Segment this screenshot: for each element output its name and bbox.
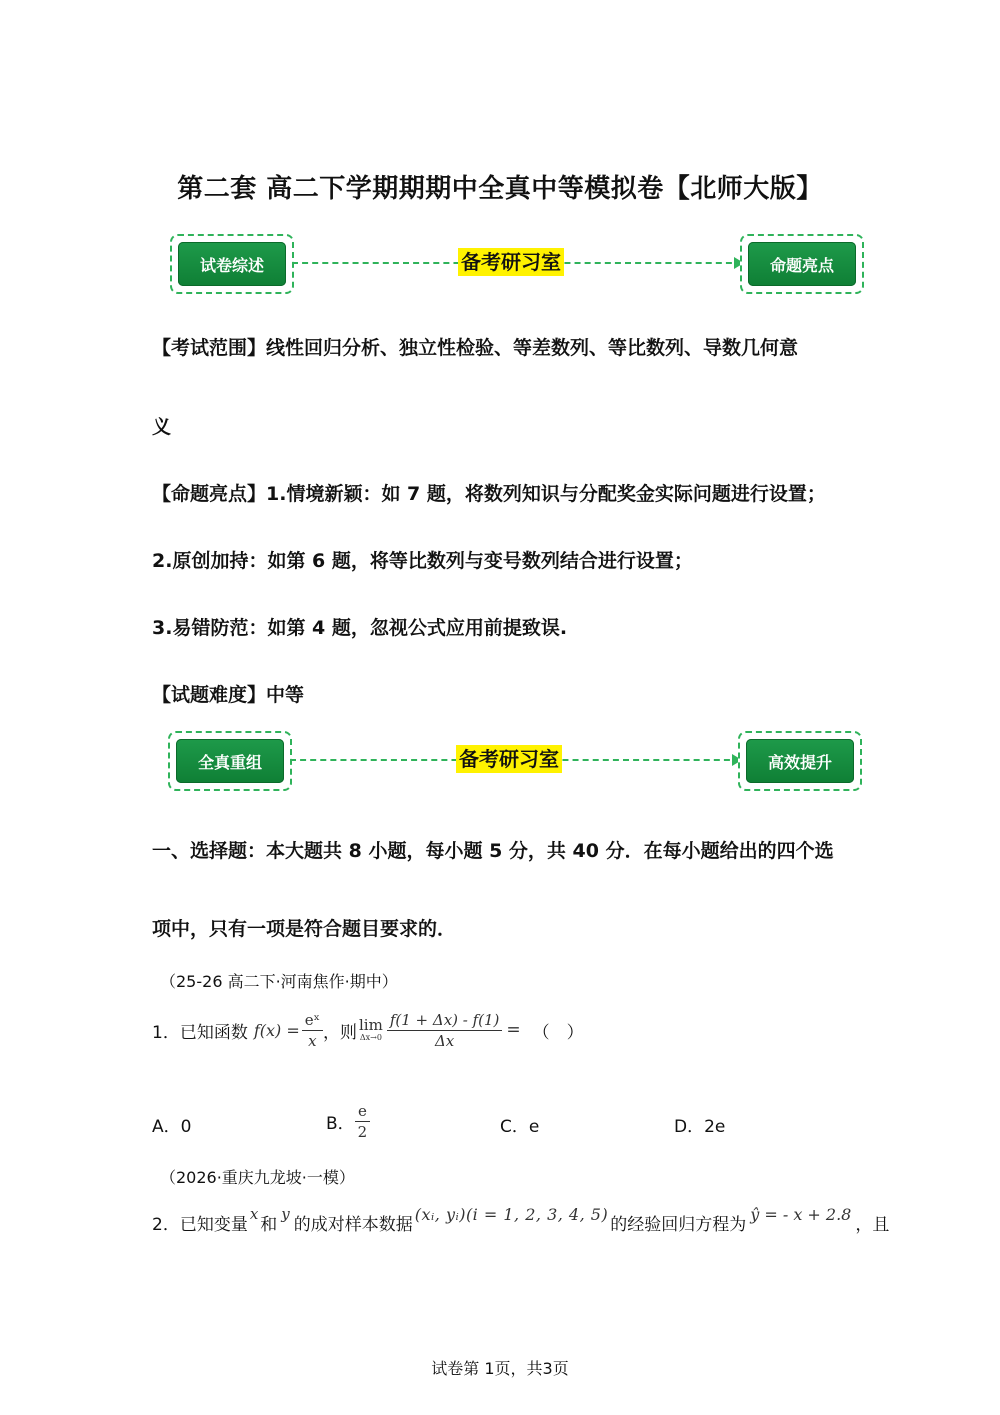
option-a: A．0 [152,1117,192,1137]
q1-limit [359,1017,383,1043]
q1-function-lhs: f(x) = [253,1020,300,1040]
q2-end: ，且 [855,1214,890,1235]
highlight-1: 【命题亮点】1.情境新颖：如 7 题，将数列知识与分配奖金实际问题进行设置； [152,483,826,505]
q2-mid: 的成对样本数据 [293,1214,413,1235]
exam-scope-line2: 义 [152,416,172,438]
q2-prefix: 2．已知变量 [152,1214,248,1235]
banner-compose [168,731,860,791]
q1-function-denominator: x [308,1031,317,1050]
q1-limit-denominator: Δx [434,1031,455,1050]
banner-right-label: 高效提升 [746,739,854,783]
highlight-2: 2.原创加持：如第 6 题，将等比数列与变号数列结合进行设置； [152,550,693,572]
option-d: D．2e [674,1117,726,1137]
q1-function-fraction [302,1010,323,1051]
option-b-label: B． [326,1113,355,1134]
q2-variable-y: y [281,1205,290,1223]
q1-prefix: 1．已知函数 [152,1022,248,1043]
section-heading-line1: 一、选择题：本大题共 8 小题，每小题 5 分，共 40 分．在每小题给出的四个选 [152,840,834,862]
q1-answer-blank: （ ） [532,1022,584,1043]
q1-source: （25-26 高二下·河南焦作·期中） [160,972,398,991]
q1-limit-fraction [387,1010,503,1051]
q1-mid: ，则 [322,1022,357,1043]
q2-and: 和 [260,1214,278,1235]
q1-limit-label: lim [358,1016,383,1034]
banner-left-label: 试卷综述 [178,242,286,286]
banner-summary [170,234,862,294]
option-b [326,1100,370,1142]
option-c: C．e [500,1117,540,1137]
q2-variable-x: x [249,1205,259,1223]
q2-mid2: 的经验回归方程为 [610,1214,747,1235]
page-footer: 试卷第 1页，共3页 [431,1359,569,1378]
q1-equals: = [506,1020,521,1040]
question-2 [152,1202,889,1242]
question-1 [152,1008,584,1052]
banner-left-label: 全真重组 [176,739,284,783]
highlight-3: 3.易错防范：如第 4 题，忽视公式应用前提致误. [152,617,568,639]
document-title: 第二套 高二下学期期期中全真中等模拟卷【北师大版】 [177,174,823,204]
q2-data-pairs: (xᵢ, yᵢ)(i = 1, 2, 3, 4, 5) [414,1204,609,1224]
q1-function-numerator: eˣ [302,1010,323,1031]
q2-regression-equation: ŷ = - x + 2.8 [750,1204,852,1224]
q1-limit-sub: Δx→0 [359,1033,382,1042]
banner-center-label: 备考研习室 [456,745,562,773]
q2-source: （2026·重庆九龙坡·一模） [160,1168,355,1187]
option-b-denominator: 2 [357,1122,368,1141]
banner-right-box [738,731,862,791]
difficulty: 【试题难度】中等 [152,684,305,706]
option-b-numerator: e [355,1101,371,1122]
banner-right-box [740,234,864,294]
banner-center-label: 备考研习室 [458,248,564,276]
banner-left-box [168,731,292,791]
section-heading-line2: 项中，只有一项是符合题目要求的． [152,918,457,940]
banner-right-label: 命题亮点 [748,242,856,286]
q1-limit-numerator: f(1 + Δx) - f(1) [387,1010,503,1031]
banner-left-box [170,234,294,294]
q1-options [152,1100,872,1142]
option-b-fraction [355,1101,371,1142]
exam-scope-line1: 【考试范围】线性回归分析、独立性检验、等差数列、等比数列、导数几何意 [152,337,799,359]
